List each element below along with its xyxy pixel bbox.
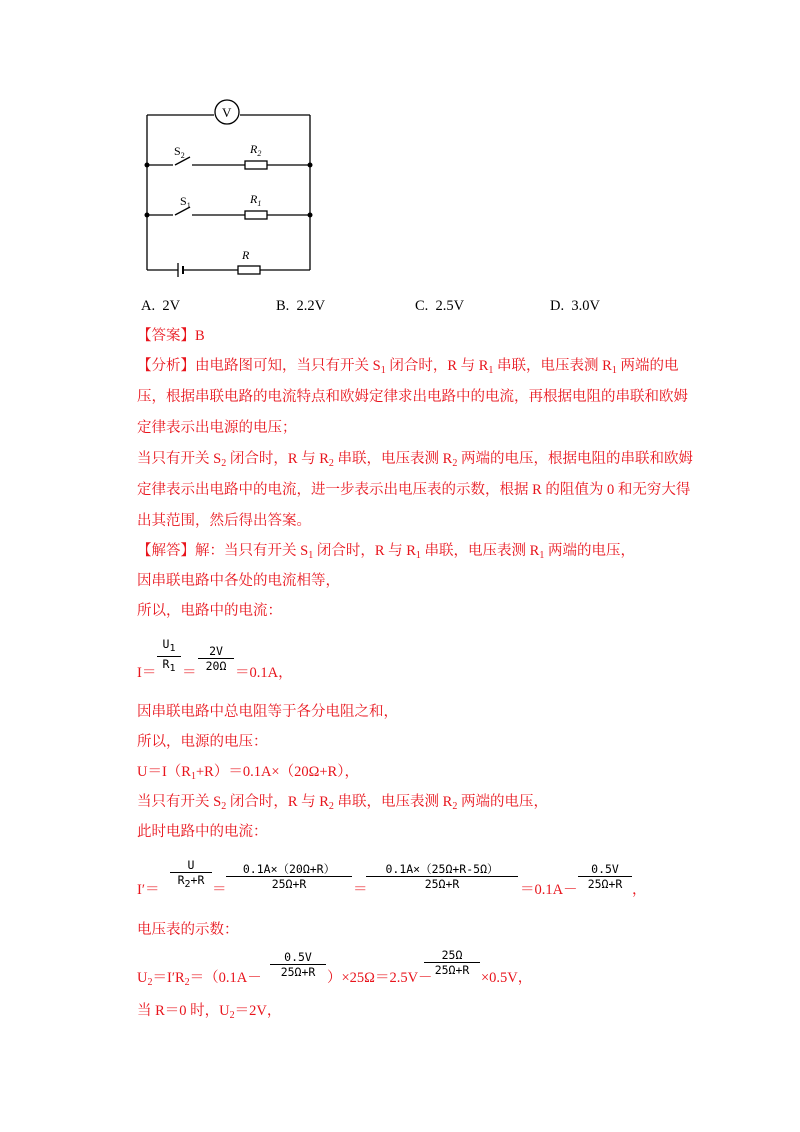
solution-line-4: 因串联电路中总电阻等于各分电阻之和， xyxy=(137,704,398,720)
eq1-rhs: ＝0.1A， xyxy=(235,665,293,681)
solution-line-5: 所以，电源的电压： xyxy=(137,734,268,750)
eq2-lhs: I′＝ xyxy=(137,882,160,898)
circuit-diagram xyxy=(130,95,330,280)
r1-label: $R_1$ xyxy=(250,192,262,208)
eq2-equals-1: ＝ xyxy=(212,882,227,898)
solution-line-8: 此时电路中的电流： xyxy=(137,824,268,840)
eq1-fraction-1: $U_1$ $R_1$ xyxy=(157,637,181,676)
solution-line-7: 当只有开关 $S_2$ 闭合时，R 与 $R_2$ 串联，电压表测 $R_2$ 两端的电压， xyxy=(137,794,548,812)
voltmeter-label: V xyxy=(222,105,232,120)
r2-label: $R_2$ xyxy=(250,142,262,158)
analysis-line-2: 压，根据串联电路的电流特点和欧姆定律求出电路中的电流，再根据电阻的串联和欧姆 xyxy=(137,389,688,405)
option-c: C. 2.5V xyxy=(415,298,465,314)
eq2-fraction-1: U $R_2+R$ xyxy=(170,858,212,892)
eq1-equals: ＝ xyxy=(182,665,197,681)
eq3-fraction-1: 0.5V 25Ω+R xyxy=(270,950,326,979)
solution-line-9: 电压表的示数： xyxy=(137,922,239,938)
s2-label: $S_2$ xyxy=(174,144,185,160)
solution-line-6: $U=I(R_1+R)=0.1A\times(20\Omega+R)$， xyxy=(137,764,359,782)
solution-line-1: 【解答】解：当只有开关 $S_1$ 闭合时，R 与 $R_1$ 串联，电压表测 $R_1$ 两端的电压， xyxy=(137,543,635,561)
option-b: B. 2.2V xyxy=(276,298,326,314)
r1-resistor-icon xyxy=(245,211,267,219)
eq1-lhs: I＝ xyxy=(137,665,157,681)
eq2-equals-2: ＝ xyxy=(353,882,368,898)
answer-line: 【答案】B xyxy=(137,328,205,344)
r-resistor-icon xyxy=(238,266,260,274)
solution-line-3: 所以，电路中的电流： xyxy=(137,603,282,619)
eq2-fraction-2: 0.1A×（20Ω+R） 25Ω+R xyxy=(226,862,352,891)
r2-resistor-icon xyxy=(245,161,267,169)
analysis-line-1: 【分析】由电路图可知，当只有开关 $S_1$ 闭合时，R 与 $R_1$ 串联，电压表测 $R_1$ 两端的电 xyxy=(137,358,679,376)
eq1-fraction-2: 2V 20Ω xyxy=(198,644,234,673)
eq3-tail: ×0.5V， xyxy=(481,970,533,986)
s1-label: $S_1$ xyxy=(180,194,191,210)
analysis-line-5: 定律表示出电路中的电流，进一步表示出电压表的示数，根据 R 的阻值为 0 和无穷大得 xyxy=(137,482,691,498)
solution-line-2: 因串联电路中各处的电流相等， xyxy=(137,573,340,589)
option-a: A. 2V xyxy=(141,298,181,314)
eq2-tail: ， xyxy=(632,882,647,898)
analysis-line-6: 出其范围，然后得出答案。 xyxy=(137,513,311,529)
eq3-mid: ）×25Ω＝2.5V－ xyxy=(327,970,433,986)
eq3-lhs: $U_2=I'R_2=(0.1A-$ xyxy=(137,970,262,988)
analysis-line-3: 定律表示出电源的电压； xyxy=(137,420,297,436)
eq2-fraction-4: 0.5V 25Ω+R xyxy=(578,862,632,891)
r-label: R xyxy=(242,248,250,262)
eq3-fraction-2: 25Ω 25Ω+R xyxy=(424,948,480,977)
eq2-mid: ＝0.1A－ xyxy=(520,882,578,898)
eq2-fraction-3: 0.1A×（25Ω+R-5Ω） 25Ω+R xyxy=(366,862,518,891)
analysis-line-4: 当只有开关 $S_2$ 闭合时，R 与 $R_2$ 串联，电压表测 $R_2$ 两端的电压，根据电阻的串联和欧姆 xyxy=(137,451,693,469)
solution-line-10: 当 R＝0 时，$U_2=2V$， xyxy=(137,1003,282,1021)
option-d: D. 3.0V xyxy=(550,298,600,314)
